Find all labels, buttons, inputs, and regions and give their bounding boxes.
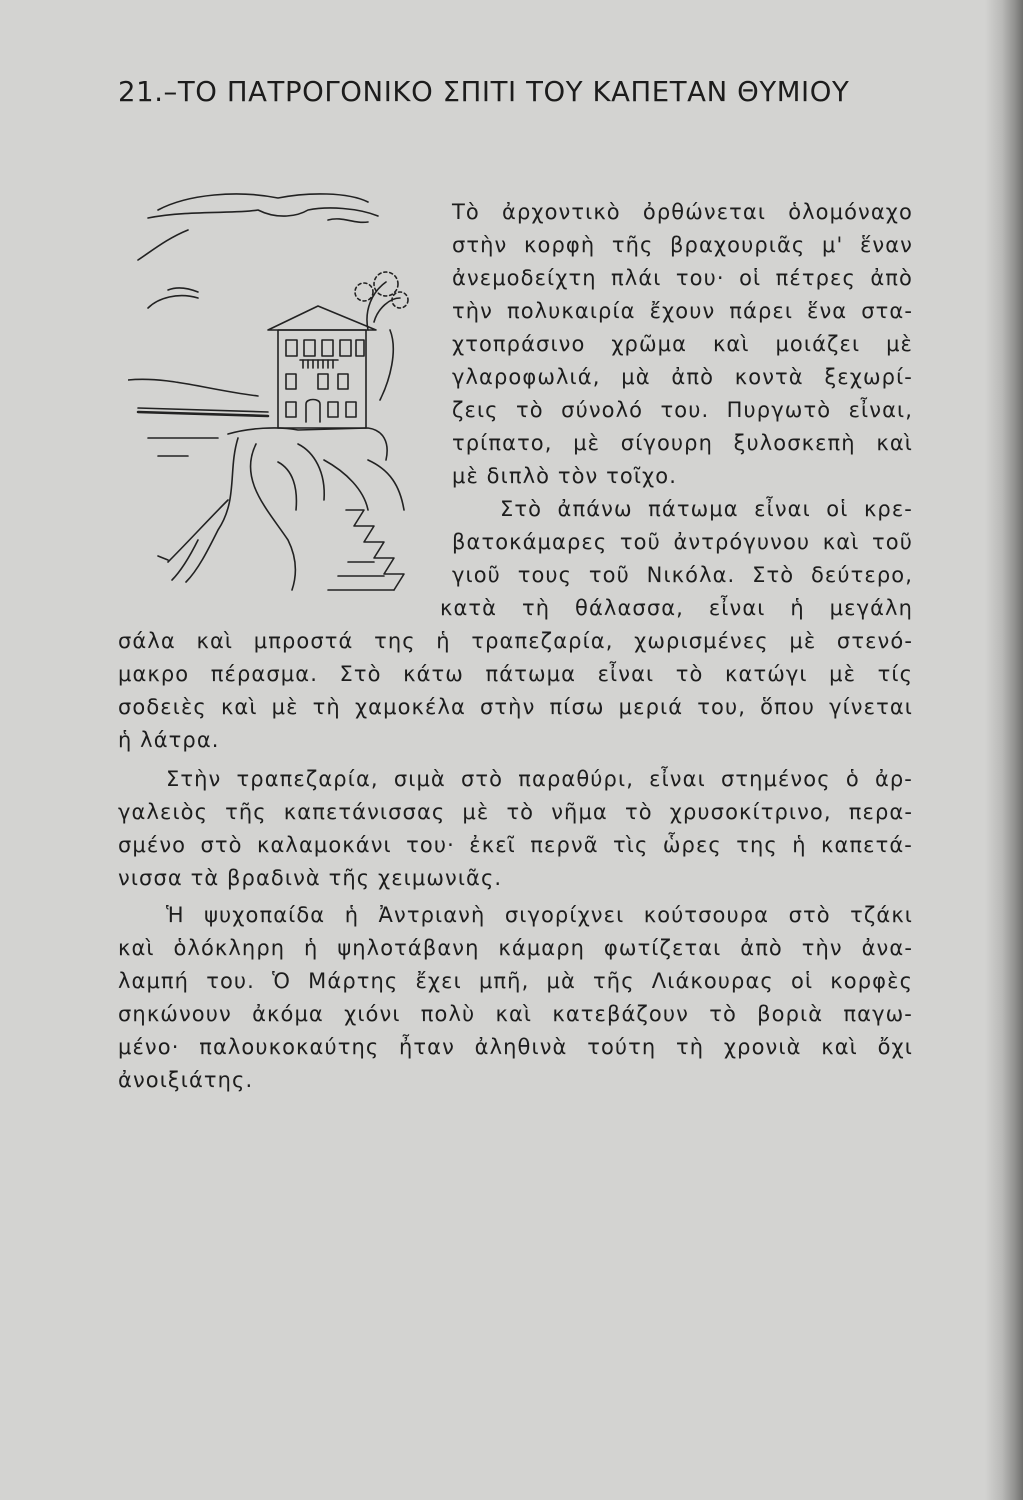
- page-edge-shadow: [985, 0, 1023, 1500]
- text-line-22: Ἡ ψυχοπαίδα ἡ Ἀντριανὴ σιγορίχνει κούτσουρα στὸ τζάκι: [166, 903, 913, 927]
- text-line-11: βατοκάμαρες τοῦ ἀντρόγυνου καὶ τοῦ: [452, 530, 913, 554]
- text-line-23: καὶ ὁλόκληρη ἡ ψηλοτάβανη κάμαρη φωτίζεται ἀπὸ τὴν ἀνα-: [118, 936, 913, 960]
- text-line-17: ἡ λάτρα.: [118, 728, 220, 752]
- text-line-26: μένο· παλουκοκαύτης ἦταν ἀληθινὰ τούτη τὴ χρονιὰ καὶ ὄχι: [118, 1035, 913, 1059]
- text-line-4: τὴν πολυκαιρία ἔχουν πάρει ἕνα στα-: [452, 299, 913, 323]
- text-line-18: Στὴν τραπεζαρία, σιμὰ στὸ παραθύρι, εἶναι στημένος ὁ ἀρ-: [166, 767, 913, 791]
- text-line-1: Τὸ ἀρχοντικὸ ὀρθώνεται ὁλομόναχο: [452, 200, 913, 224]
- text-line-19: γαλειὸς τῆς καπετάνισσας μὲ τὸ νῆμα τὸ χρυσοκίτρινο, περα-: [118, 800, 913, 824]
- text-line-14: σάλα καὶ μπροστά της ἡ τραπεζαρία, χωρισμένες μὲ στενό-: [118, 629, 913, 653]
- text-line-25: σηκώνουν ἀκόμα χιόνι πολὺ καὶ κατεβάζουν τὸ βοριὰ παγω-: [118, 1002, 913, 1026]
- text-line-13: κατὰ τὴ θάλασσα, εἶναι ἡ μεγάλη: [440, 596, 913, 620]
- text-line-21: νισσα τὰ βραδινὰ τῆς χειμωνιᾶς.: [118, 866, 503, 890]
- text-line-20: σμένο στὸ καλαμοκάνι του· ἐκεῖ περνᾶ τὶς ὧρες της ἡ καπετά-: [118, 833, 913, 857]
- text-line-6: γλαροφωλιά, μὰ ἀπὸ κοντὰ ξεχωρί-: [452, 365, 913, 389]
- text-line-16: σοδειὲς καὶ μὲ τὴ χαμοκέλα στὴν πίσω μεριά του, ὅπου γίνεται: [118, 695, 913, 719]
- text-line-24: λαμπή του. Ὁ Μάρτης ἔχει μπῆ, μὰ τῆς Λιάκουρας οἱ κορφὲς: [118, 969, 913, 993]
- text-line-7: ζεις τὸ σύνολό του. Πυργωτὸ εἶναι,: [452, 398, 913, 422]
- tower-house-illustration: [128, 180, 428, 600]
- text-line-15: μακρο πέρασμα. Στὸ κάτω πάτωμα εἶναι τὸ κατώγι μὲ τίς: [118, 662, 913, 686]
- page-title: 21.–ΤΟ ΠΑΤΡΟΓΟΝΙΚΟ ΣΠΙΤΙ ΤΟΥ ΚΑΠΕΤΑΝ ΘΥΜΙΟΥ: [118, 76, 850, 108]
- text-line-8: τρίπατο, μὲ σίγουρη ξυλοσκεπὴ καὶ: [452, 431, 913, 455]
- text-line-5: χτοπράσινο χρῶμα καὶ μοιάζει μὲ: [452, 332, 913, 356]
- text-line-12: γιοῦ τους τοῦ Νικόλα. Στὸ δεύτερο,: [452, 563, 913, 587]
- text-line-10: Στὸ ἀπάνω πάτωμα εἶναι οἱ κρε-: [500, 497, 913, 521]
- text-line-2: στὴν κορφὴ τῆς βραχουριᾶς μ' ἕναν: [452, 233, 913, 257]
- text-line-3: ἀνεμοδείχτη πλάι του· οἱ πέτρες ἀπὸ: [452, 266, 913, 290]
- text-line-27: ἀνοιξιάτης.: [118, 1068, 254, 1092]
- text-line-9: μὲ διπλὸ τὸν τοῖχο.: [452, 464, 677, 488]
- tower-house-on-cliff-icon: [128, 180, 428, 600]
